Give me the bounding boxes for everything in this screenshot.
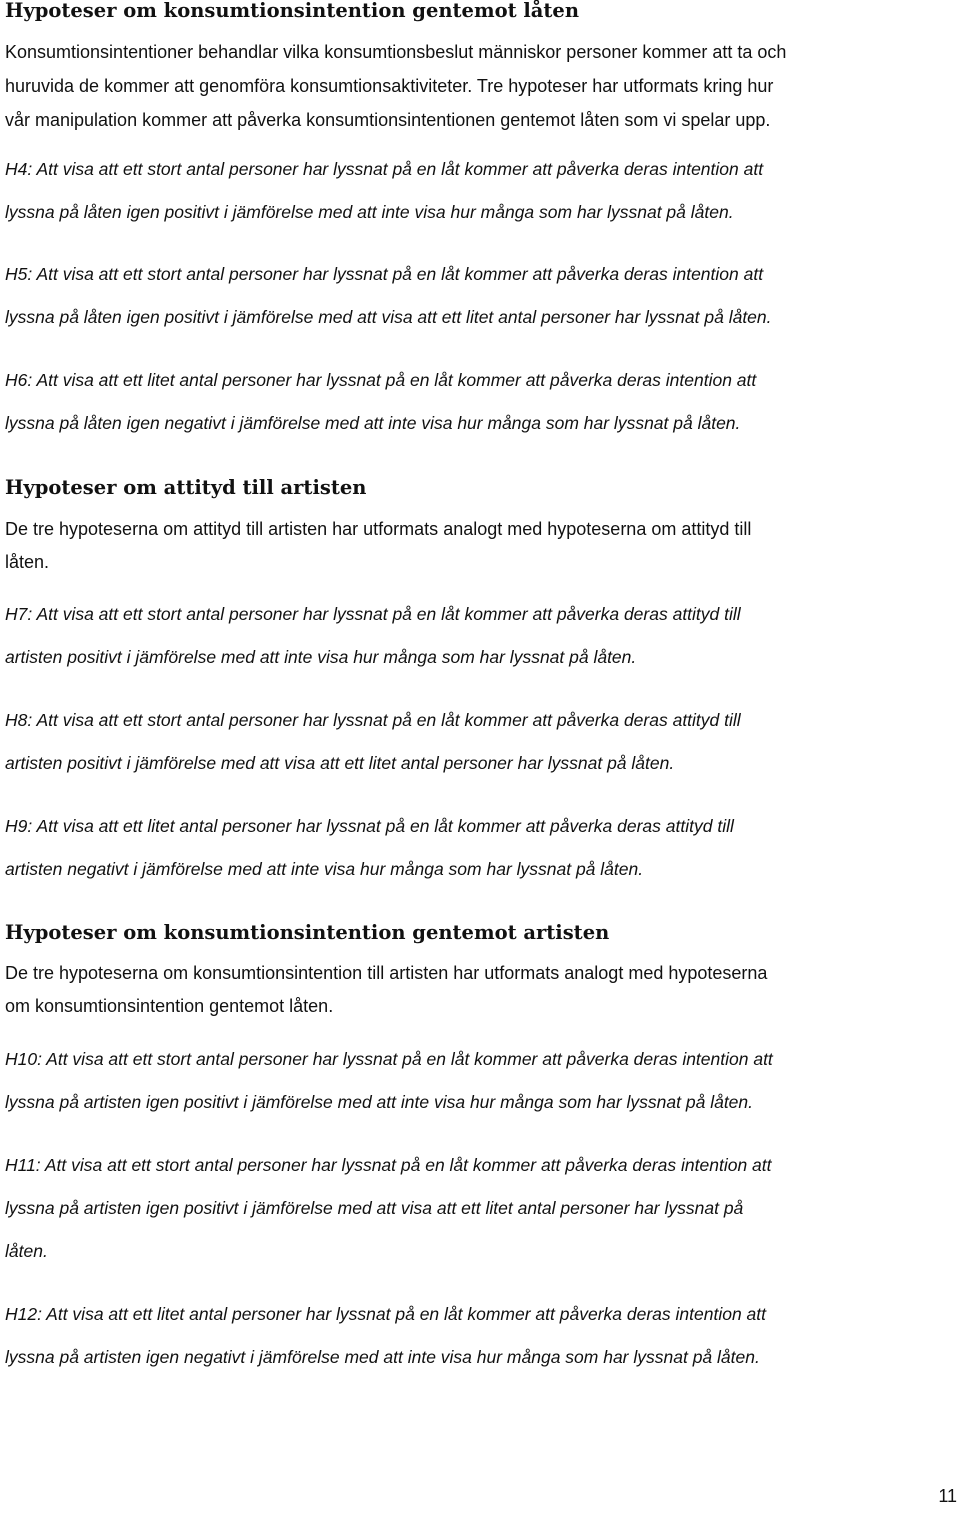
hypothesis-h9 — [5, 805, 960, 891]
intro-line: huruvida de kommer att genomföra konsumtionsaktiviteter. Tre hypoteser har utformats kring hur — [5, 76, 774, 96]
intro-line: Konsumtionsintentioner behandlar vilka konsumtionsbeslut människor personer kommer att ta och — [5, 42, 787, 62]
hypothesis-line: lyssna på artisten igen positivt i jämförelse med att inte visa hur många som har lyssnat på låten. — [5, 1092, 754, 1112]
hypothesis-line: artisten positivt i jämförelse med att inte visa hur många som har lyssnat på låten. — [5, 647, 637, 667]
hypothesis-line: H7: Att visa att ett stort antal personer har lyssnat på en låt kommer att påverka deras attityd till — [5, 604, 741, 624]
hypothesis-h4 — [5, 148, 960, 234]
section-intro — [5, 957, 955, 1023]
hypothesis-line: lyssna på artisten igen negativt i jämförelse med att inte visa hur många som har lyssnat på låten. — [5, 1347, 760, 1367]
section-heading: Hypoteser om konsumtionsintention gentemot låten — [5, 0, 580, 22]
section-intro — [5, 513, 955, 579]
hypothesis-line: låten. — [5, 1241, 48, 1261]
hypothesis-h12 — [5, 1293, 960, 1379]
hypothesis-line: H10: Att visa att ett stort antal personer har lyssnat på en låt kommer att påverka deras intention att — [5, 1049, 773, 1069]
hypothesis-h10 — [5, 1038, 960, 1124]
hypothesis-line: H6: Att visa att ett litet antal personer har lyssnat på en låt kommer att påverka deras intention att — [5, 370, 757, 390]
intro-line: låten. — [5, 552, 50, 572]
page-number: 11 — [938, 1486, 957, 1506]
hypothesis-line: lyssna på låten igen positivt i jämförelse med att visa att ett litet antal personer har lyssnat på låten. — [5, 307, 772, 327]
hypothesis-h6 — [5, 359, 960, 445]
hypothesis-line: H9: Att visa att ett litet antal personer har lyssnat på en låt kommer att påverka deras attityd till — [5, 816, 734, 836]
intro-line: vår manipulation kommer att påverka konsumtionsintentionen gentemot låten som vi spelar upp. — [5, 110, 771, 130]
hypothesis-line: H11: Att visa att ett stort antal personer har lyssnat på en låt kommer att påverka deras intention att — [5, 1155, 772, 1175]
hypothesis-h7 — [5, 593, 960, 679]
hypothesis-line: lyssna på artisten igen positivt i jämförelse med att visa att ett litet antal personer har lyssnat på — [5, 1198, 744, 1218]
hypothesis-line: artisten positivt i jämförelse med att visa att ett litet antal personer har lyssnat på låten. — [5, 753, 675, 773]
intro-line: om konsumtionsintention gentemot låten. — [5, 996, 334, 1016]
hypothesis-line: lyssna på låten igen positivt i jämförelse med att inte visa hur många som har lyssnat på låten. — [5, 202, 734, 222]
hypothesis-line: H12: Att visa att ett litet antal personer har lyssnat på en låt kommer att påverka deras intention att — [5, 1304, 766, 1324]
hypothesis-line: lyssna på låten igen negativt i jämförelse med att inte visa hur många som har lyssnat på låten. — [5, 413, 741, 433]
intro-line: De tre hypoteserna om attityd till artisten har utformats analogt med hypoteserna om attityd till — [5, 519, 752, 539]
section-intro — [5, 35, 955, 137]
hypothesis-h5 — [5, 253, 960, 339]
hypothesis-line: H8: Att visa att ett stort antal personer har lyssnat på en låt kommer att påverka deras attityd till — [5, 710, 741, 730]
hypothesis-line: H5: Att visa att ett stort antal personer har lyssnat på en låt kommer att påverka deras intention att — [5, 264, 764, 284]
hypothesis-h8 — [5, 699, 960, 785]
intro-line: De tre hypoteserna om konsumtionsintention till artisten har utformats analogt med hypoteserna — [5, 963, 768, 983]
hypothesis-line: H4: Att visa att ett stort antal personer har lyssnat på en låt kommer att påverka deras intention att — [5, 159, 764, 179]
hypothesis-h11 — [5, 1144, 960, 1273]
section-heading: Hypoteser om konsumtionsintention gentemot artisten — [5, 921, 610, 944]
section-heading: Hypoteser om attityd till artisten — [5, 476, 367, 499]
hypothesis-line: artisten negativt i jämförelse med att inte visa hur många som har lyssnat på låten. — [5, 859, 644, 879]
